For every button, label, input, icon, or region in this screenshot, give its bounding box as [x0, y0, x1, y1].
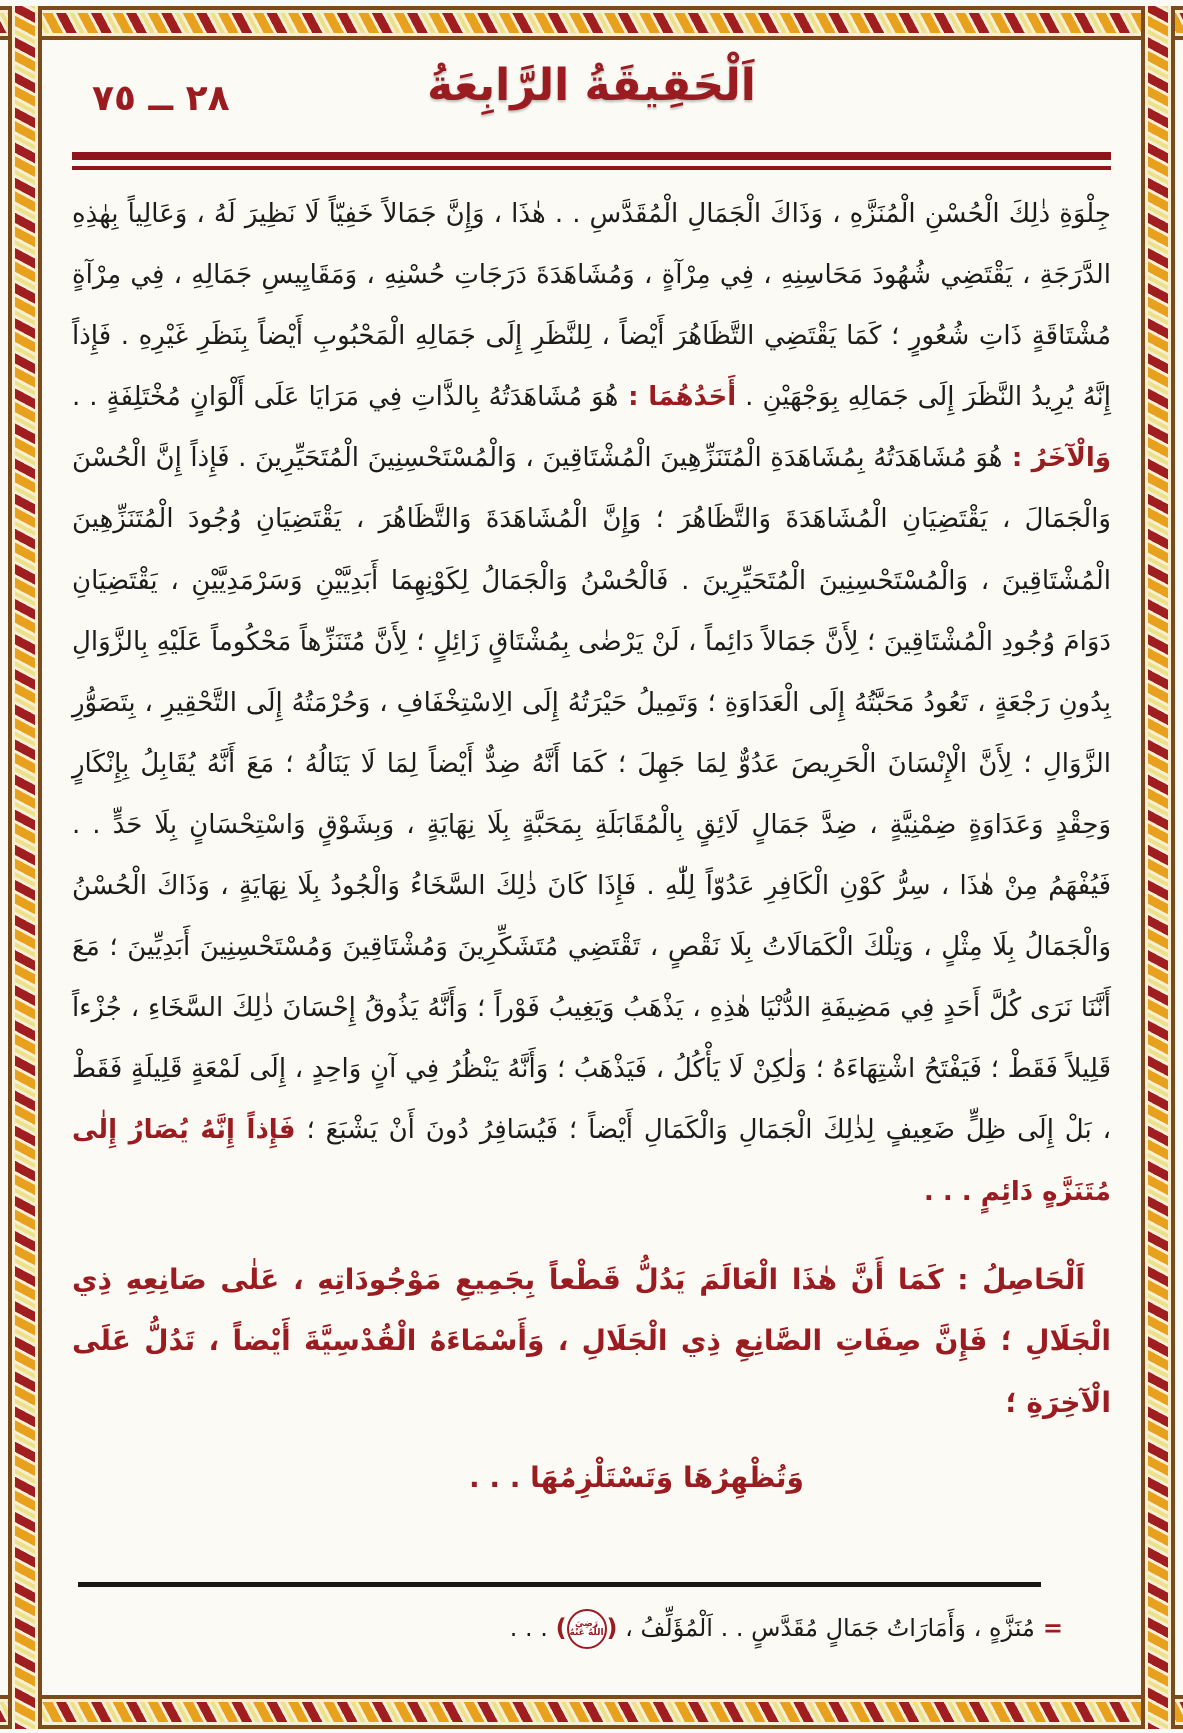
body-part-1: جِلْوَةِ ذٰلِكَ الْحُسْنِ الْمُنَزَّهِ ، وَذَاكَ الْجَمَالِ الْمُقَدَّسِ . . هٰذَا ، وَإِنَّ جَمَالاً خَفِيّاً لَا نَظِيرَ لَهُ ، وَعَالِياً بِهٰذِهِ الدَّرَجَةِ ، يَقْتَضِي شُهُودَ مَحَاسِنِهِ ، فِي مِرْآةٍ ، وَمُشَاهَدَةَ دَرَجَاتِ حُسْنِهِ ، وَمَقَايِيسِ جَمَالِهِ ، فِي مِرْآةٍ مُشْتَاقَةٍ ذَاتِ شُعُورٍ ؛ كَمَا يَقْتَضِي التَّظَاهُرَ أَيْضاً ، لِلنَّظَرِ إِلَى جَمَالِهِ الْمَحْبُوبِ أَيْضاً بِنَظَرِ غَيْرِهِ . فَإِذاً إِنَّهُ يُرِيدُ النَّظَرَ إِلَى جَمَالِهِ بِوَجْهَيْنِ . — [72, 199, 1112, 413]
body-text — [72, 184, 1111, 1223]
author-seal-icon: رَضِيَ اللّٰهُ عَنْهُ — [567, 1609, 607, 1649]
page-title: اَلْحَقِيقَةُ الرَّابِعَةُ — [427, 60, 756, 111]
footnote-separator-rule — [78, 1582, 1041, 1587]
footnote-continuation-marker: = — [1042, 1614, 1063, 1642]
footnote-text-line — [72, 1609, 1111, 1649]
footnote-area — [72, 1582, 1111, 1649]
ornamental-border-left — [8, 6, 42, 1729]
header-double-rule — [72, 152, 1111, 170]
ornamental-border-top — [0, 6, 1183, 40]
body-part-3: هُوَ مُشَاهَدَتُهُ بِمُشَاهَدَةِ الْمُتَنَزِّهِينَ الْمُشْتَاقِينَ ، وَالْمُسْتَحْسِنِينَ الْمُتَحَيِّرِينَ . فَإِذاً إِنَّ الْحُسْنَ وَالْجَمَالَ ، يَقْتَضِيَانِ الْمُشَاهَدَةَ وَالتَّظَاهُرَ ؛ وَإِنَّ الْمُشَاهَدَةَ وَالتَّظَاهُرَ ، يَقْتَضِيَانِ وُجُودَ الْمُتَنَزِّهِينَ الْمُشْتَاقِينَ ، وَالْمُسْتَحْسِنِينَ الْمُتَحَيِّرِينَ . فَالْحُسْنُ وَالْجَمَالُ لِكَوْنِهِمَا أَبَدِيَّيْنِ وَسَرْمَدِيَّيْنِ ، يَقْتَضِيَانِ دَوَامَ وُجُودِ الْمُشْتَاقِينَ ؛ لِأَنَّ جَمَالاً دَائِماً ، لَنْ يَرْضٰى بِمُشْتَاقٍ زَائِلٍ ؛ لِأَنَّ مُتَنَزِّهاً مَحْكُوماً عَلَيْهِ بِالزَّوَالِ بِدُونِ رَجْعَةٍ ، تَعُودُ مَحَبَّتُهُ إِلَى الْعَدَاوَةِ ؛ وَتَمِيلُ حَيْرَتُهُ إِلَى الِاسْتِخْفَافِ ، وَحُرْمَتُهُ إِلَى التَّحْقِيرِ ، بِتَصَوُّرِ الزَّوَالِ ؛ لِأَنَّ الْإِنْسَانَ الْحَرِيصَ عَدُوٌّ لِمَا جَهِلَ ؛ كَمَا أَنَّهُ ضِدٌّ أَيْضاً لِمَا لَا يَنَالُهُ ؛ مَعَ أَنَّهُ يُقَابِلُ بِإِنْكَارٍ وَحِقْدٍ وَعَدَاوَةٍ ضِمْنِيَّةٍ ، ضِدَّ جَمَالٍ لَائِقٍ بِالْمُقَابَلَةِ بِمَحَبَّةٍ بِلَا نِهَايَةٍ ، وَبِشَوْقٍ وَاسْتِحْسَانٍ بِلَا حَدٍّ . . فَيُفْهَمُ مِنْ هٰذَا ، سِرُّ كَوْنِ الْكَافِرِ عَدُوّاً لِلّٰهِ . فَإِذَا كَانَ ذٰلِكَ السَّخَاءُ وَالْجُودُ بِلَا نِهَايَةٍ ، وَذَاكَ الْحُسْنُ وَالْجَمَالُ بِلَا مِثْلٍ ، وَتِلْكَ الْكَمَالَاتُ بِلَا نَقْصٍ ، تَقْتَضِي مُتَشَكِّرِينَ وَمُشْتَاقِينَ وَمُسْتَحْسِنِينَ أَبَدِيِّينَ ؛ مَعَ أَنَّنَا نَرَى كُلَّ أَحَدٍ فِي مَضِيفَةِ الدُّنْيَا هٰذِهِ ، يَذْهَبُ وَيَغِيبُ فَوْراً ؛ وَأَنَّهُ يَذُوقُ إِحْسَانَ ذٰلِكَ السَّخَاءِ ، جُزْءاً قَلِيلاً فَقَطْ ؛ فَيَفْتَحُ اشْتِهَاءَهُ ؛ وَلٰكِنْ لَا يَأْكُلُ ، فَيَذْهَبُ ؛ وَأَنَّهُ يَنْظُرُ فِي آنٍ وَاحِدٍ ، إِلَى لَمْعَةٍ قَلِيلَةٍ فَقَطْ ، بَلْ إِلَى ظِلٍّ ضَعِيفٍ لِذٰلِكَ الْجَمَالِ وَالْكَمَالِ أَيْضاً ؛ فَيُسَافِرُ دُونَ أَنْ يَشْبَعَ ؛ — [72, 443, 1112, 1146]
body-part-2: هُوَ مُشَاهَدَتُهُ بِالذَّاتِ فِي مَرَايَا عَلَى أَلْوَانٍ مُخْتَلِفَةٍ . . — [72, 382, 619, 413]
ornamental-border-right — [1141, 6, 1175, 1729]
red-label-first: أَحَدُهُمَا : — [618, 382, 737, 413]
page-content — [46, 44, 1137, 1691]
page-number: ٢٨ ــ ٧٥ — [92, 78, 230, 119]
footnote-text: مُنَزَّهٍ ، وَأَمَارَاتُ جَمَالٍ مُقَدَّسٍ . . اَلْمُؤَلِّفُ ، — [625, 1614, 1035, 1642]
page-header — [72, 52, 1111, 170]
red-label-second: وَالْآخَرُ : — [1002, 443, 1111, 474]
footnote-trailing-dots: . . . — [509, 1614, 548, 1642]
seal-close-paren: ) — [555, 1614, 567, 1642]
seal-open-paren: ( — [606, 1614, 618, 1642]
summary-paragraph: اَلْحَاصِلُ : كَمَا أَنَّ هٰذَا الْعَالَمَ يَدُلُّ قَطْعاً بِجَمِيعِ مَوْجُودَاتِهِ ، عَلٰى صَانِعِهِ ذِي الْجَلَالِ ؛ فَإِنَّ صِفَاتِ الصَّانِعِ ذِي الْجَلَالِ ، وَأَسْمَاءَهُ الْقُدْسِيَّةَ أَيْضاً ، تَدُلُّ عَلَى الْآخِرَةِ ؛ — [72, 1262, 1111, 1419]
red-conclusion-sentence: فَإِذاً إِنَّهُ يُصَارُ إِلٰى مُتَنَزَّهٍ دَائِمٍ . . . — [72, 1115, 1111, 1207]
summary-last-line: وَتُظْهِرُهَا وَتَسْتَلْزِمُهَا . . . — [469, 1461, 804, 1495]
ornamental-border-bottom — [0, 1695, 1183, 1729]
